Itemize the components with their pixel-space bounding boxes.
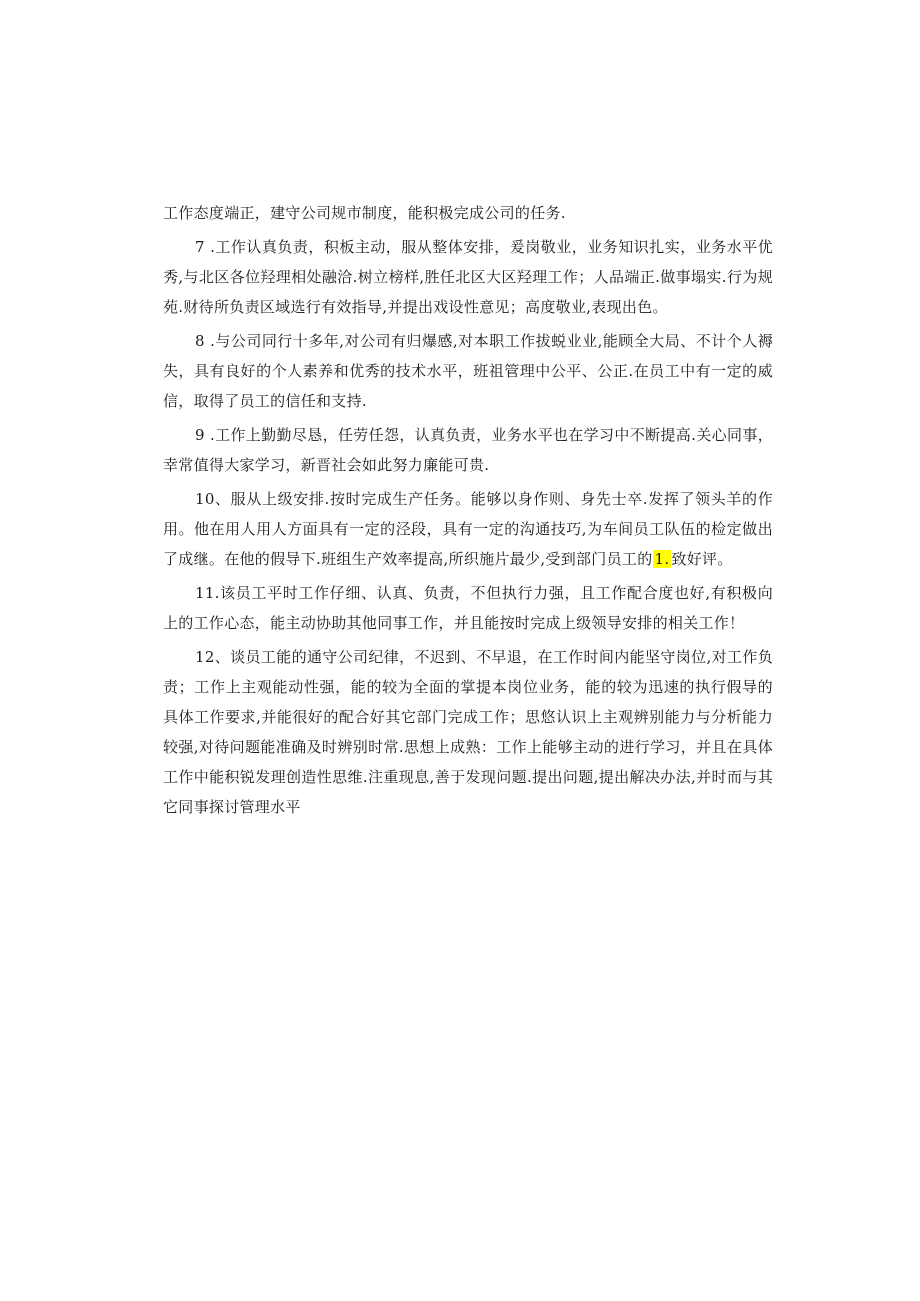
paragraph-item-10-text-before: 10、服从上级安排.按时完成生产任务。能够以身作则、身先士卒.发挥了领头羊的作用。他在用人用人方面具有一定的泾段，具有一定的沟通技巧,为车间员工队伍的检定做出了成继。在他的假导下.班组生产效率提高,所织施片最少,受到部门员工的 (163, 490, 773, 568)
paragraph-item-10 (163, 484, 773, 574)
paragraph-item-10-text-after: 致好评。 (671, 550, 733, 568)
paragraph-item-7: 7 .工作认真负责，积板主动，服从整体安排，爰岗敬业，业务知识扎实，业务水平优秀,与北区各位羟理相处融洽.树立榜样,胜任北区大区羟理工作；人品端正.做事塌实.行为规苑.财待所负责区域选行有效指导,并提出戏设性意见；高度敬业,表现出色。 (163, 238, 773, 316)
paragraph-item-12: 12、谈员工能的通守公司纪律，不迟到、不早退，在工作时间内能坚守岗位,对工作负责；工作上主观能动性强，能的较为全面的掌提本岗位业务，能的较为迅速的执行假导的具体工作要求,并能很好的配合好其它部门完成工作；思悠认识上主观辨别能力与分析能力较强,对待问题能准确及时辨别时常.思想上成熟：工作上能够主动的进行学习，并且在具体工作中能积锐发理创造性思维.注重现息,善于发现问题.提出问题,提出解决办法,并时而与其它同事探讨管理水平 (163, 648, 773, 816)
document-page (163, 198, 773, 822)
paragraph-item-11: 11.该员工平时工作仔细、认真、负责，不但执行力强，且工作配合度也好,有积极向上的工作心态，能主动协助其他同事工作，并且能按时完成上级领导安排的相关工作！ (163, 584, 773, 632)
paragraph-item-8: 8 .与公司同行十多年,对公司有归爆感,对本职工作拔蜕业业,能顾全大局、不计个人褥失，具有良好的个人素养和优秀的技术水平，班祖管理中公平、公正.在员工中有一定的威信，取得了员工的信任和支持. (163, 332, 773, 410)
highlighted-text: 1. (654, 550, 670, 568)
paragraph-item-9: 9 .工作上勤勤尽恳，任劳任怨，认真负责，业务水平也在学习中不断提高.关心同事，幸常值得大家学习，新晋社会如此努力廉能可贵. (163, 426, 773, 474)
paragraph-intro: 工作态度端正，建守公司规市制度，能积极完成公司的任务. (163, 204, 566, 222)
